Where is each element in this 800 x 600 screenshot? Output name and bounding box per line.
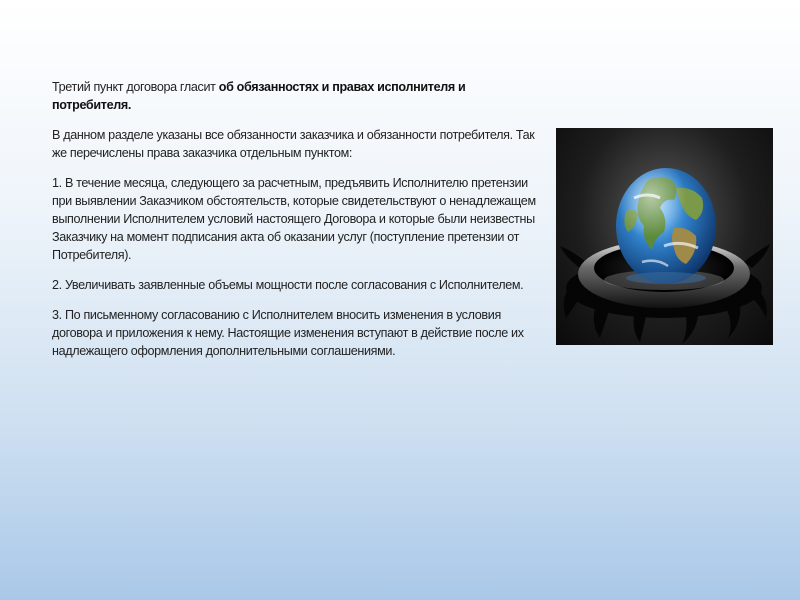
- text-block: [52, 78, 542, 372]
- paragraph-right-1: 1. В течение месяца, следующего за расчетным, предъявить Исполнителю претензии при выявлении Заказчиком обстоятельств, которые свидетельствуют о ненадлежащем выполнении Исполнителем условий настоящего Договора и которые были неизвестны Заказчику на момент подписания акта об оказании услуг (поступление претензии от Потребителя).: [52, 176, 536, 262]
- paragraph-right-2: 2. Увеличивать заявленные объемы мощности после согласования с Исполнителем.: [52, 278, 524, 292]
- earth-oil-splash-image: [556, 128, 773, 345]
- paragraph-right-3: 3. По письменному согласованию с Исполнителем вносить изменения в условия договора и приложения к нему. Настоящие изменения вступают в действие после их надлежащего оформления дополнительными соглашениями.: [52, 308, 524, 358]
- paragraph-section-description: В данном разделе указаны все обязанности заказчика и обязанности потребителя. Так же перечислены права заказчика отдельным пунктом:: [52, 128, 535, 160]
- globe-icon: [556, 128, 773, 345]
- paragraph-intro: [52, 78, 542, 114]
- intro-bold-text: об обязанностях и правах исполнителя и потребителя.: [52, 80, 466, 112]
- intro-text: Третий пункт договора гласит: [52, 80, 219, 94]
